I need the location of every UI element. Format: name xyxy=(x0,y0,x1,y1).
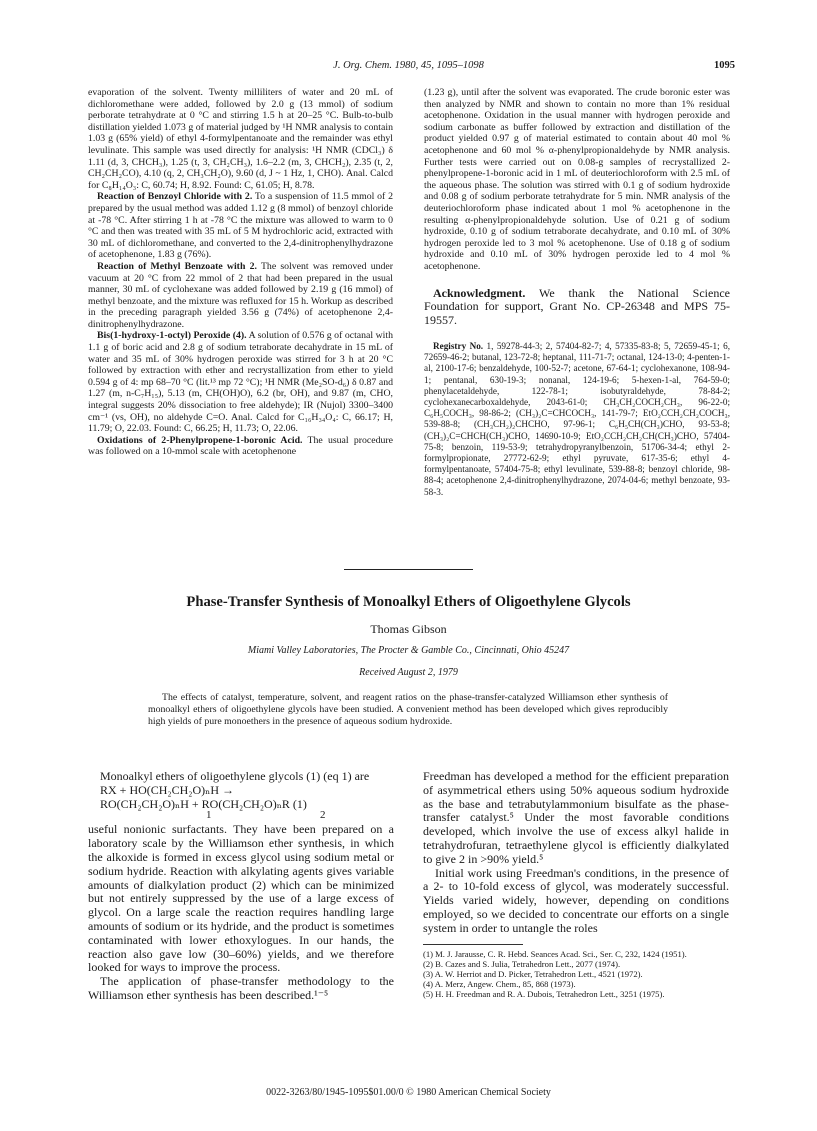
paragraph xyxy=(88,261,393,331)
top-left-column xyxy=(88,87,393,458)
paragraph xyxy=(88,191,393,261)
registry-numbers xyxy=(424,341,730,498)
received-date: Received August 2, 1979 xyxy=(359,667,458,678)
footnote: (1) M. J. Jarausse, C. R. Hebd. Seances Acad. Sci., Ser. C, 232, 1424 (1951). xyxy=(423,948,687,959)
section-divider xyxy=(344,569,473,570)
paragraph xyxy=(88,435,393,458)
top-right-column xyxy=(424,87,730,498)
footnote: (2) B. Cazes and S. Julia, Tetrahedron Lett., 2077 (1974). xyxy=(423,958,621,969)
bottom-right-column xyxy=(423,770,729,1000)
paragraph: (1.23 g), until after the solvent was evaporated. The crude boronic ester was then analyzed by NMR and shown to contain no more than 1% residual acetophenone. Oxidation in the usual manner with hydrogen peroxide and sodium carbonate as buffer followed by extraction and distillation of the product yielded 0.97 g of material estimated to contain about 40 mol % acetophenone and 60 mol % α-phenylpropionaldehyde by NMR analysis. Further tests were carried out on 0.08-g samples of recrystallized 2-phenylpropene-1-boronic acid in 1 mL of deuteriochloroform with 2.5 mL of the aqueous phase. The solution was stirred with 0.1 g of sodium hydroxide and 0.08 g of sodium perborate tetrahydrate for 5 min. NMR analysis of the deuteriochloroform phase indicated about 1 mol % acetophenone in the resulting α-phenylpropionaldehyde solution. Use of 0.21 g of sodium hydroxide, 0.10 g of sodium tetraborate decahydrate, and 0.10 mL of 30% hydrogen peroxide led to 3 mol % acetophenone. Use of 0.18 g of sodium hydroxide and 0.10 mL of 30% hydrogen peroxide led to 4 mol % acetophenone. xyxy=(424,87,730,272)
paragraph-body: The solvent was removed under vacuum at 20 °C from 22 mmol of 2 that had been prepared in the usual manner, 30 mL of cyclohexane was added followed by 2.19 g (16 mmol) of methyl benzoate, and the mixture was refluxed for 15 h. Workup as described in the preceding paragraph yielded 3.56 g (74%) of acetophenone 2,4-dinitrophenylhydrazone. xyxy=(88,260,393,330)
intro-line: Monoalkyl ethers of oligoethylene glycols (1) (eq 1) are xyxy=(100,769,370,783)
equation-line-2: RO(CH₂CH₂O)ₙH + RO(CH₂CH₂O)ₙR (1) xyxy=(100,796,307,811)
paragraph-body: A solution of 0.576 g of octanal with 1.1 g of boric acid and 2.8 g of sodium tetraborate decahydrate in 15 mL of water and 35 mL of 30% hydrogen peroxide was stirred for 3 h at 20 °C followed by extraction with ether and recrystallization from ether to yield 0.594 g of 4: mp 68–70 °C (lit.¹³ mp 72 °C); ¹H NMR (Me₂SO-d₆) δ 0.87 and 1.27 (m, n-C₇H₁₅), 5.13 (m, CH(OH)O), 6.2 (br, OH), and 9.87 (m, CHO, integral suggests 20% dissociation to free aldehyde); IR (Nujol) 3300–3400 cm⁻¹ (vs, OH), no aldehyde C=O. Anal. Calcd for C₁₆H₃₄O₄: C, 66.17; H, 11.79; O, 22.03. Found: C, 66.25; H, 11.73; O, 22.06. xyxy=(88,330,394,435)
paragraph: Initial work using Freedman's conditions, in the presence of a 2- to 10-fold excess of glycol, was moderately successful. Yields varied widely, however, depending on conditions employed, so we decided to concentrate our efforts on a single system in order to untangle the roles xyxy=(423,865,729,935)
paragraph: evaporation of the solvent. Twenty milliliters of water and 20 mL of dichloromethane were added, followed by 2.0 g (13 mmol) of sodium perborate tetrahydrate at 0 °C and stirring 1.5 h at 20–25 °C. Bulb-to-bulb distillation yielded 1.073 g of material judged by ¹H NMR analysis to contain 1.03 g (65% yield) of ethyl 4-formylpentanoate and the remainder was ethyl levulinate. This sample was used directly for analysis: ¹H NMR (CDCl₃) δ 1.11 (d, 3, CHCH₃), 1.25 (t, 3, CH₂CH₃), 1.6–2.2 (m, 3, CHCH₂), 2.35 (t, 2, CH₂CH₂CO), 4.10 (q, 2, CH₃CH₂O), 9.60 (d, J ~ 1 Hz, 1, CHO). Anal. Calcd for C₈H₁₄O₃: C, 60.74; H, 8.92. Found: C, 61.05; H, 8.78. xyxy=(88,87,393,191)
author-affiliation: Miami Valley Laboratories, The Procter & Gamble Co., Cincinnati, Ohio 45247 xyxy=(247,645,570,656)
bottom-left-column xyxy=(88,770,394,1003)
paragraph: useful nonionic surfactants. They have been prepared on a laboratory scale by the Williamson ether synthesis, in which the alkoxide is formed in excess glycol using sodium metal or sodium hydride. Reaction with alkylating agents gives variable amounts of dialkylation product (2) which can be minimized but not entirely suppressed by the use of a large excess of glycol. On a large scale the reaction requires handling large amounts of sodium or its hydride, and the product is sometimes contaminated with lower ethoxylogues. In our hands, the reaction also gave low (30–60%) yields, and we therefore looked for ways to improve the process. xyxy=(88,822,394,975)
article-author: Thomas Gibson xyxy=(370,622,447,636)
section-heading: Reaction of Benzoyl Chloride with 2. xyxy=(97,191,253,203)
paragraph-body: To a suspension of 11.5 mmol of 2 prepared by the usual method was added 1.12 g (8 mmol) of benzoyl chloride at -78 °C. After stirring 1 h at -78 °C the mixture was allowed to warm to 0 °C and then was treated with 35 mL of 5 M hydrochloric acid, extracted with 30 mL of dichloromethane, and converted to the 2,4-dinitrophenylhydrazone of acetophenone, 1.83 g (76%). xyxy=(88,191,393,261)
paragraph: The application of phase-transfer methodology to the Williamson ether synthesis has been described.¹⁻⁵ xyxy=(88,974,394,1002)
equation-compound-numbers xyxy=(88,811,394,823)
compound-number-1: 1 xyxy=(206,809,212,822)
paragraph-body: The usual procedure was followed on a 10-mmol scale with acetophenone xyxy=(88,434,393,458)
section-heading: Oxidations of 2-Phenylpropene-1-boronic Acid. xyxy=(97,434,303,446)
section-heading: Reaction of Methyl Benzoate with 2. xyxy=(97,260,257,272)
footnote-divider xyxy=(423,944,523,945)
registry-heading: Registry No. xyxy=(433,341,484,351)
footnote: (5) H. H. Freedman and R. A. Dubois, Tetrahedron Lett., 3251 (1975). xyxy=(423,989,665,1000)
registry-body: 1, 59278-44-3; 2, 57404-82-7; 4, 57335-83-8; 5, 72659-45-1; 6, 72659-46-2; butanal, 123-72-8; heptanal, 111-71-7; octanal, 124-13-0; 4-penten-1-al, 2100-17-6; benzaldehyde, 100-52-7; acetone, 67-64-1; cyclohexanone, 108-94-1; pentanal, 630-19-3; nonanal, 124-19-6; 5-hexen-1-al, 764-59-0; phenylacetaldehyde, 122-78-1; isobutyraldehyde, 78-84-2; cyclohexanecarboxaldehyde, 2043-61-0; CH₃CH₂COCH₂CH₃, 96-22-0; C₆H₅COCH₃, 98-86-2; (CH₃)₂C=CHCOCH₃, 141-79-7; EtO₂CCH₂CH₂COCH₃, 539-88-8; (CH₃CH₂)₂CHCHO, 97-96-1; C₆H₅CH(CH₃)CHO, 93-53-8; (CH₃)₂C=CHCH(CH₃)CHO, 14690-10-9; EtO₂CCH₂CH₂CH(CH₃)CHO, 57404-75-8; benzoin, 119-53-9; tetrahydropyranylbenzoin, 51706-34-4; ethyl 2-formylpropionate, 27772-62-9; ethyl pyruvate, 617-35-6; ethyl 4-formylpentanoate, 57404-75-8; ethyl levulinate, 539-88-8; benzoyl chloride, 98-88-4; acetophenone 2,4-dinitrophenylhydrazone, 2074-04-6; methyl benzoate, 93-58-3. xyxy=(424,341,730,497)
footnote: (4) A. Merz, Angew. Chem., 85, 868 (1973). xyxy=(423,979,576,990)
running-header xyxy=(0,60,817,76)
page-number: 1095 xyxy=(714,60,735,71)
paragraph: Freedman has developed a method for the efficient preparation of asymmetrical ethers using 50% aqueous sodium hydroxide as the base and tetrabutylammonium bisulfate as the phase-transfer catalyst.⁵ Under the most favorable conditions developed, which involve the use of excess alkyl halide in tetrahydrofuran, tetraethylene glycol is efficiently dialkylated to give 2 in >90% yield.⁵ xyxy=(423,769,729,866)
copyright-footer: 0022-3263/80/1945-1095$01.00/0 © 1980 American Chemical Society xyxy=(266,1087,551,1098)
compound-number-2: 2 xyxy=(320,809,326,822)
equation-line-1: RX + HO(CH₂CH₂O)ₙH → xyxy=(100,782,234,797)
section-heading: Bis(1-hydroxy-1-octyl) Peroxide (4). xyxy=(97,330,247,342)
article-title: Phase-Transfer Synthesis of Monoalkyl Ethers of Oligoethylene Glycols xyxy=(186,594,631,610)
paragraph xyxy=(88,330,393,434)
acknowledgment xyxy=(424,287,730,328)
journal-citation: J. Org. Chem. 1980, 45, 1095–1098 xyxy=(333,60,484,71)
acknowledgment-heading: Acknowledgment. xyxy=(433,285,526,300)
acknowledgment-body: We thank the National Science Foundation for support, Grant No. CP-26348 and MPS 75-19557. xyxy=(424,285,730,327)
footnote: (3) A. W. Herriot and D. Picker, Tetrahedron Lett., 4521 (1972). xyxy=(423,968,643,979)
abstract: The effects of catalyst, temperature, solvent, and reagent ratios on the phase-transfer-catalyzed Williamson ether synthesis of monoalkyl ethers of oligoethylene glycols have been studied. A convenient method has been developed which gives reproducibly high yields of pure monoethers in the presence of aqueous sodium hydroxide. xyxy=(148,692,668,727)
